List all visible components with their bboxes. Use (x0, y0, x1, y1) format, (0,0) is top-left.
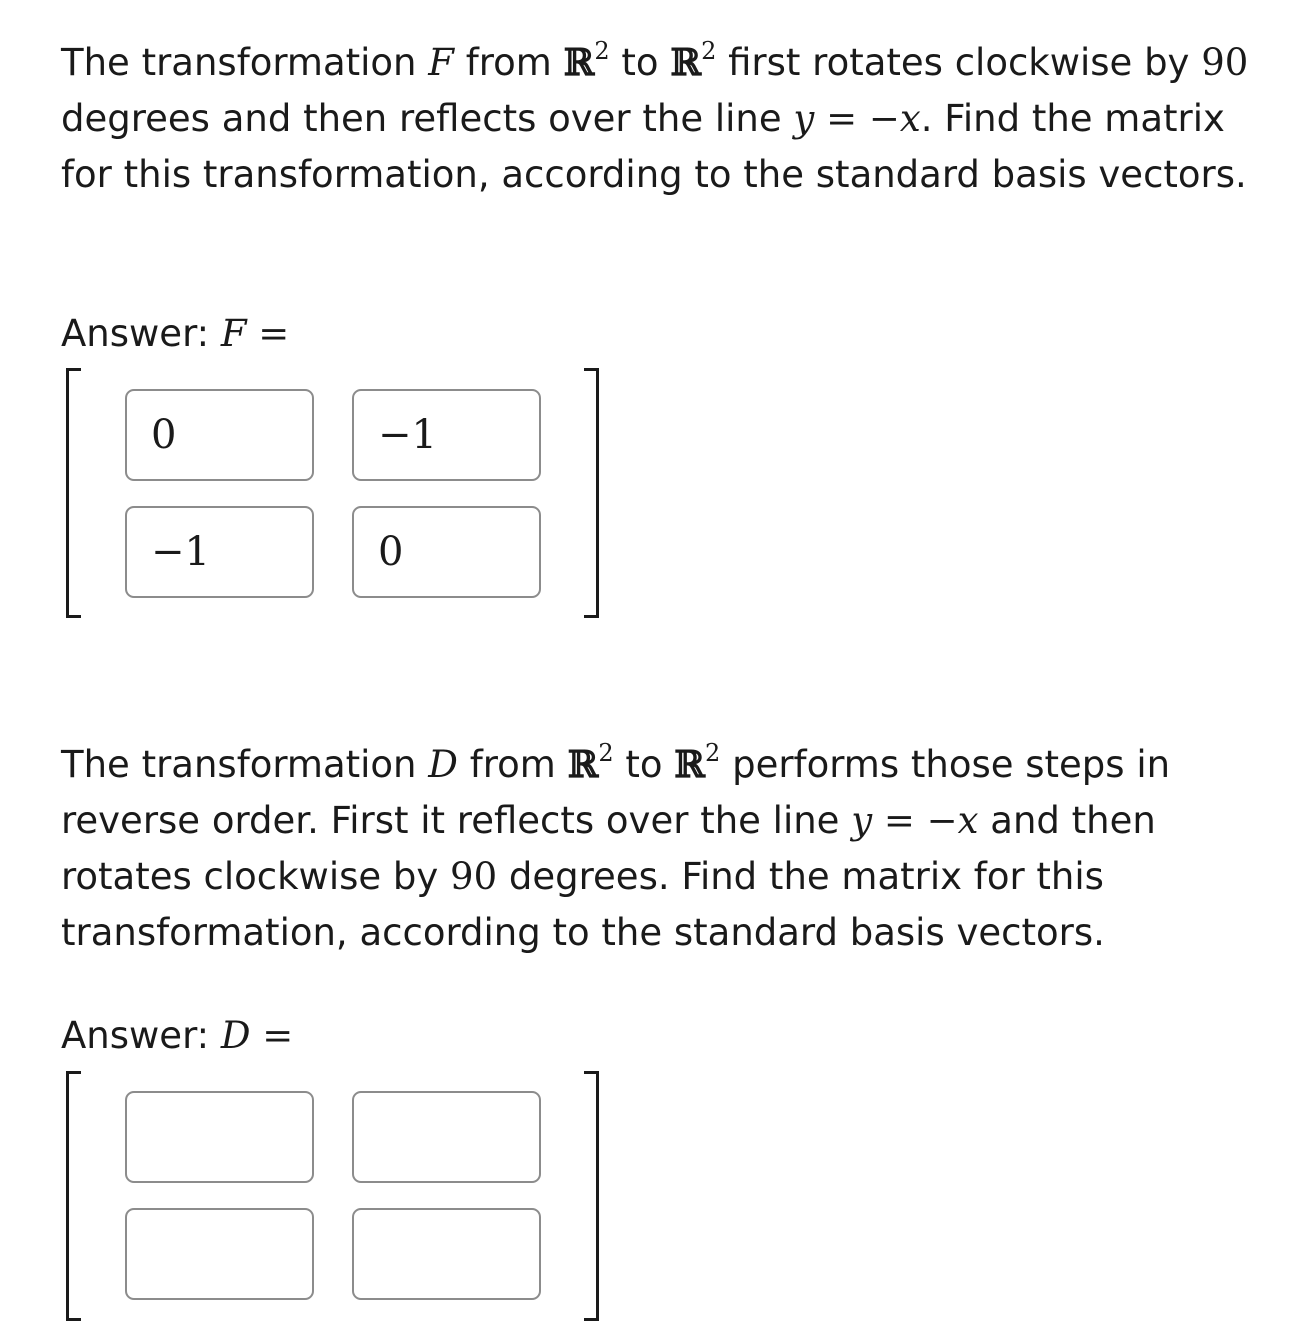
variable-f: F (428, 41, 454, 84)
matrix-f-cell-r2c1[interactable]: −1 (125, 506, 314, 598)
variable-d: D (428, 743, 458, 786)
matrix-d-cell-r1c1[interactable] (125, 1091, 314, 1183)
matrix-d-left-bracket (66, 1071, 81, 1321)
matrix-d-cell-r1c2[interactable] (352, 1091, 541, 1183)
matrix-f-right-bracket (584, 368, 599, 618)
matrix-f-cell-r2c2[interactable]: 0 (352, 506, 541, 598)
matrix-d-cell-r2c1[interactable] (125, 1208, 314, 1300)
question-1-text: The transformation F from ℝ$^2$ to ℝ$^2$ first rotates clockwise by 90 degrees and then reflects over the line y = −x. Find the matrix for this transformation, according to the standard basis vectors. (61, 37, 1249, 196)
matrix-d-right-bracket (584, 1071, 599, 1321)
matrix-f-left-bracket (66, 368, 81, 618)
answer-f-label: Answer: F = (61, 312, 290, 355)
question-2-text: The transformation D from ℝ$^2$ to ℝ$^2$ performs those steps in reverse order. First it reflects over the line y = −x and then rotates clockwise by 90 degrees. Find the matrix for this transformation, according to the standard basis vectors. (61, 739, 1171, 954)
matrix-d-cell-r2c2[interactable] (352, 1208, 541, 1300)
matrix-f-cell-r1c2[interactable]: −1 (352, 389, 541, 481)
matrix-f-cell-r1c1[interactable]: 0 (125, 389, 314, 481)
answer-d-label: Answer: D = (61, 1014, 294, 1057)
